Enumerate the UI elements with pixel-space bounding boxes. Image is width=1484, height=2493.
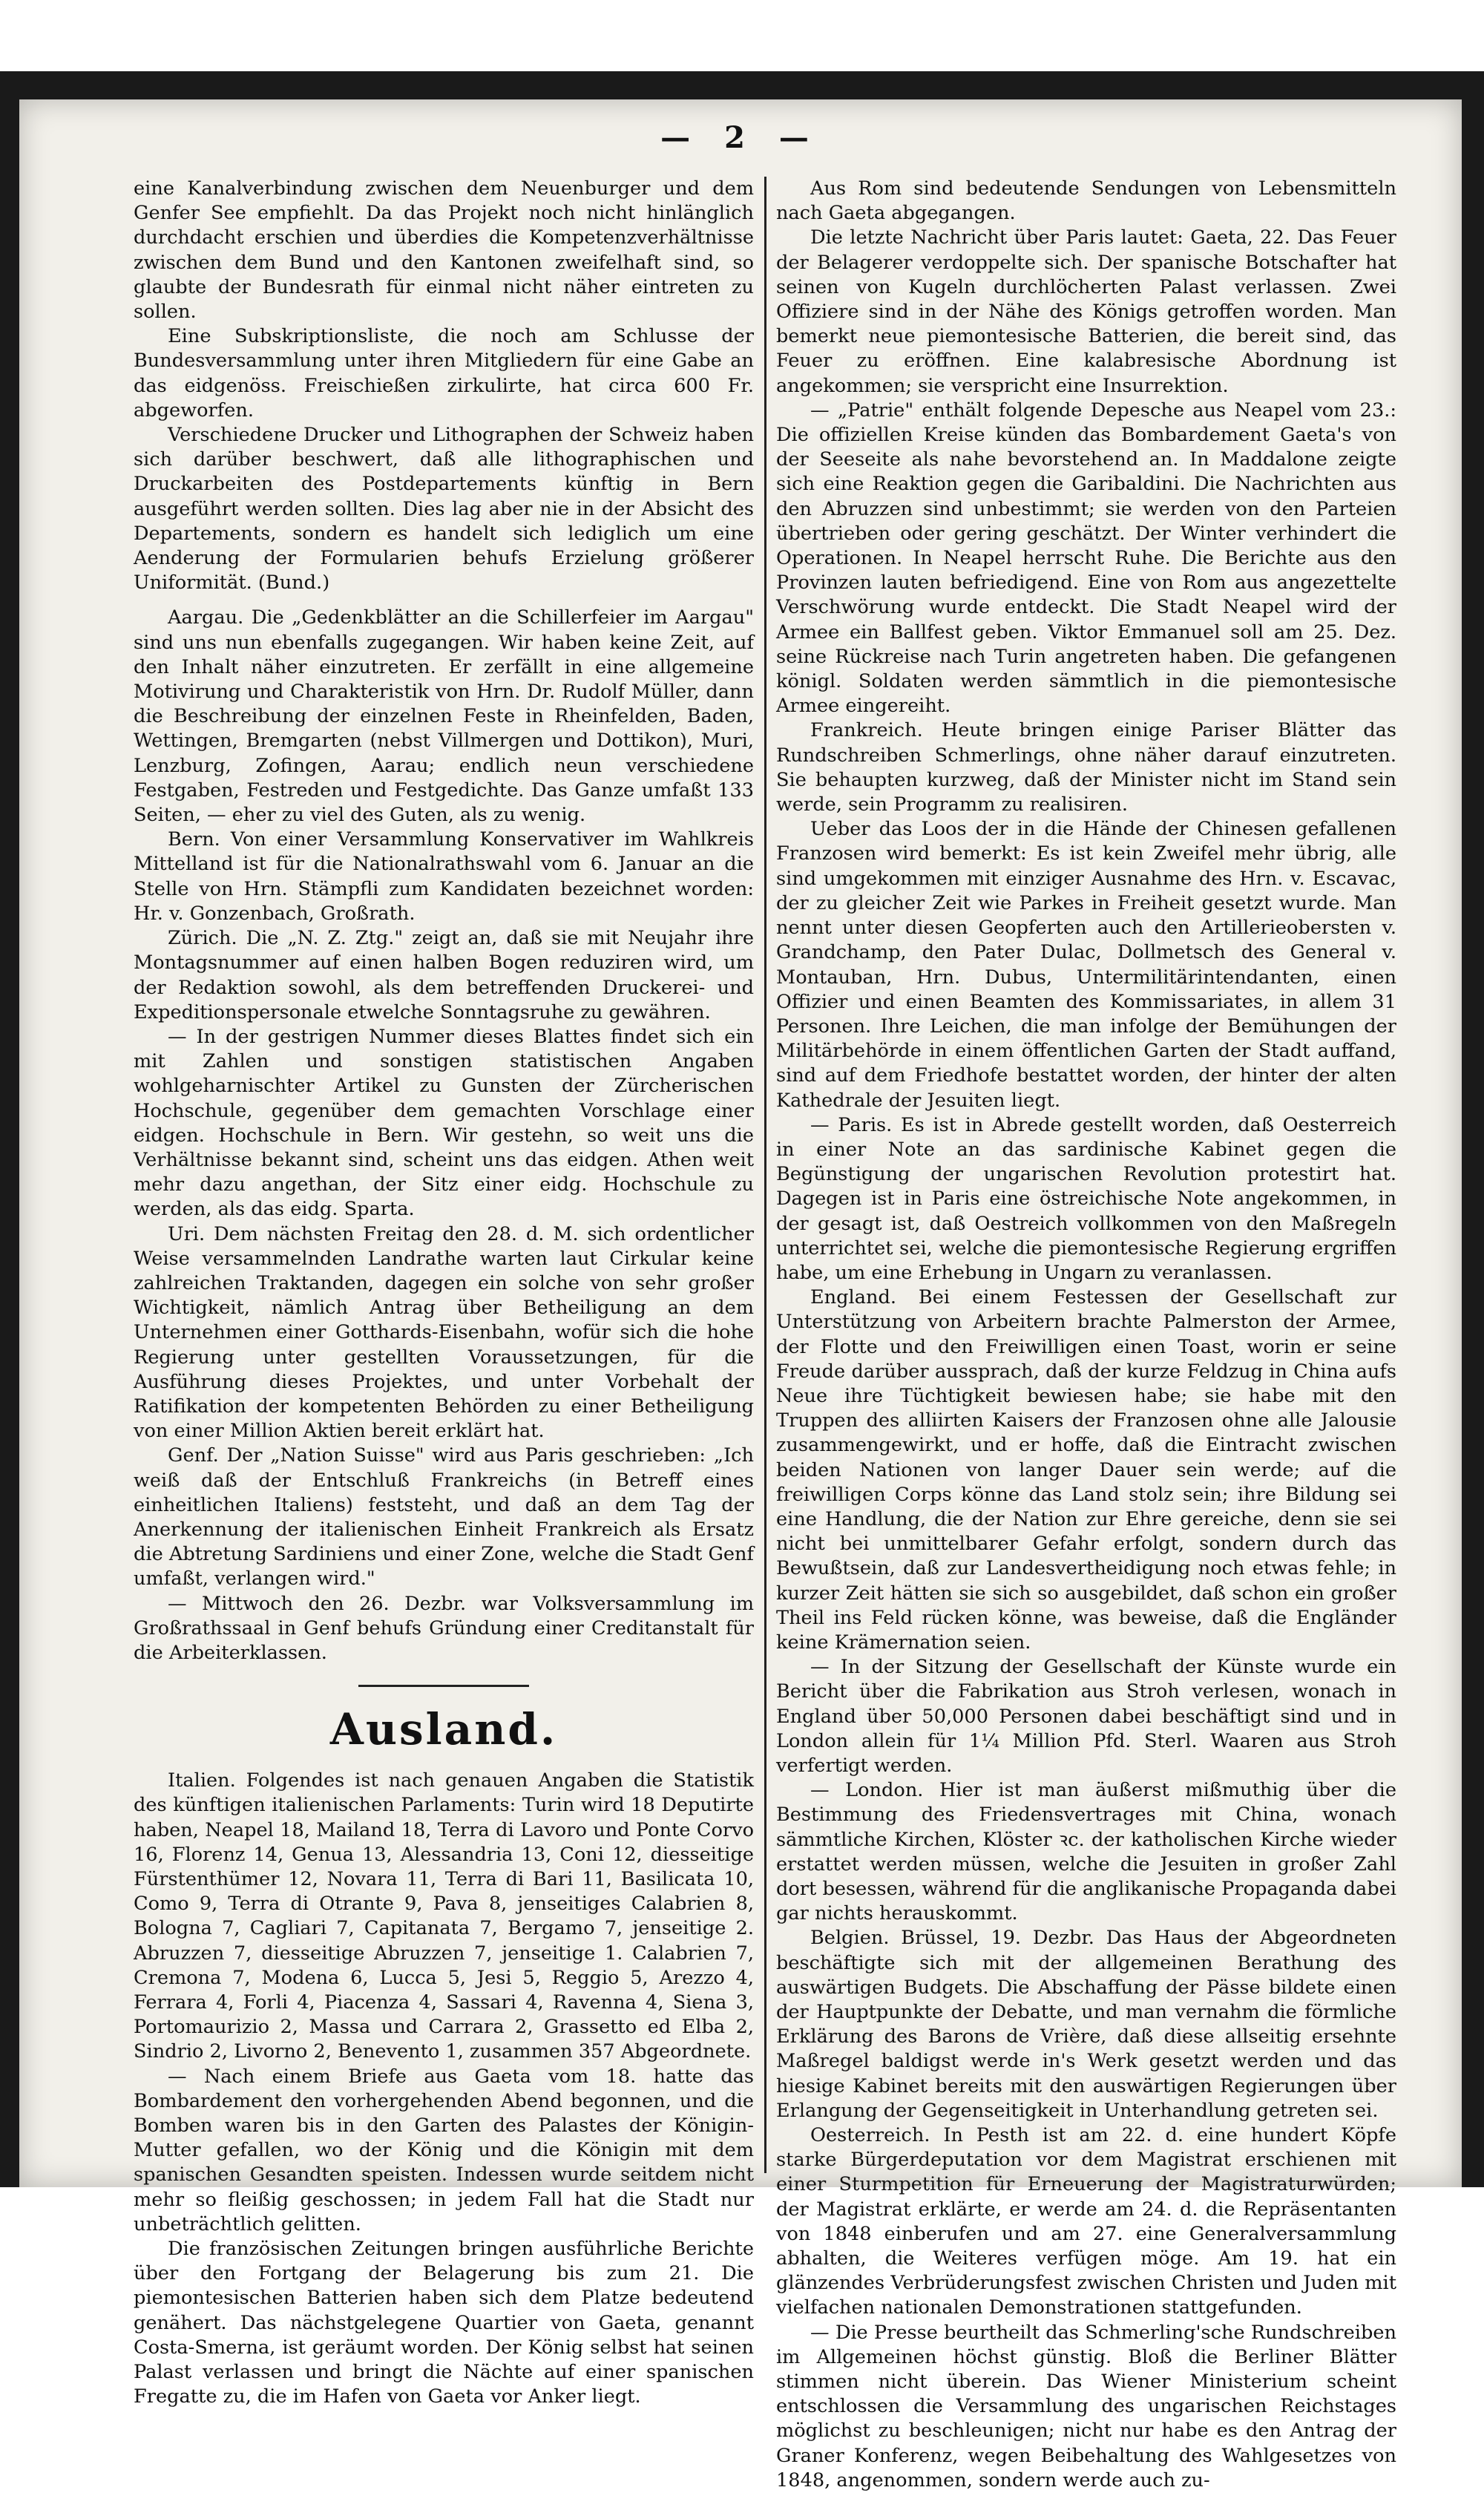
article-paragraph: Oesterreich. In Pesth ist am 22. d. eine hundert Köpfe starke Bürgerdeputation vor dem Magistrat erschienen mit einer Sturmpetition für Erneuerung der Magistraturwürden; der Magistrat erklärte, er werde am 24. d. die Repräsentanten von 1848 einberufen und am 27. eine Generalversammlung abhalten, die Weiteres verfügen möge. Am 19. hat ein glänzendes Verbrüderungsfest zwischen Christen und Juden mit vielfachen nationalen Demonstrationen stattgefunden. — [776, 2124, 1396, 2319]
article-paragraph: — Paris. Es ist in Abrede gestellt worden, daß Oesterreich in einer Note an das sardinische Kabinet gegen die Begünstigung der ungarischen Revolution protestirt hat. Dagegen ist in Paris eine östreichische Note angekommen, in der gesagt ist, daß Oestreich vollkommen von den Maßregeln unterrichtet sei, welche die piemontesische Regierung ergriffen habe, um eine Erhebung in Ungarn zu veranlassen. — [776, 1113, 1396, 1284]
article-paragraph: Die letzte Nachricht über Paris lautet: Gaeta, 22. Das Feuer der Belagerer verdoppelte sich. Der spanische Botschafter hat seinen von Kugeln durchlöcherten Palast verlassen. Zwei Offiziere sind in der Nähe des Königs getroffen worden. Man bemerkt neue piemontesische Batterien, die bereit sind, das Feuer zu eröffnen. Eine kalabresische Abordnung ist angekommen; sie verspricht eine Insurrektion. — [776, 226, 1396, 397]
article-paragraph: — „Patrie" enthält folgende Depesche aus Neapel vom 23.: Die offiziellen Kreise künden das Bombardement Gaeta's von der Seeseite als nahe bevorstehend an. In Maddalone zeigte sich eine Reaktion gegen die Garibaldini. Die Nachrichten aus den Abruzzen sind unbestimmt; sie werden von den Parteien übertrieben oder gering geschätzt. Der Winter verhindert die Operationen. In Neapel herrscht Ruhe. Die Berichte aus den Provinzen lauten befriedigend. Eine von Rom aus angezettelte Verschwörung wurde entdeckt. Die Stadt Neapel wird der Armee ein Ballfest geben. Viktor Emmanuel soll am 25. Dez. seine Rückreise nach Turin angetreten haben. Die gefangenen königl. Soldaten werden sämmtlich in die piemontesische Armee eingereiht. — [776, 399, 1396, 718]
article-paragraph: — Mittwoch den 26. Dezbr. war Volksversammlung im Großrathssaal in Genf behufs Gründung einer Creditanstalt für die Arbeiterklassen. — [134, 1592, 754, 1664]
article-paragraph: — London. Hier ist man äußerst mißmuthig über die Bestimmung des Friedensvertrages mit China, wonach sämmtliche Kirchen, Klöster ꝛc. der katholischen Kirche wieder erstattet werden müssen, welche die Jesuiten in großer Zahl dort besessen, während für die anglikanische Propaganda dabei gar nichts herauskommt. — [776, 1779, 1396, 1925]
column-divider — [764, 177, 766, 2173]
article-paragraph: Die französischen Zeitungen bringen ausführliche Berichte über den Fortgang der Belagerung bis zum 21. Die piemontesischen Batterien haben sich dem Platze bedeutend genähert. Das nächstgelegene Quartier von Gaeta, genannt Costa-Smerna, ist geräumt worden. Der König selbst hat seinen Palast verlassen und bringt die Nächte auf einer spanischen Fregatte zu, die im Hafen von Gaeta vor Anker liegt. — [134, 2238, 754, 2408]
section-heading: Ausland. — [329, 1704, 558, 1755]
article-paragraph: Verschiedene Drucker und Lithographen der Schweiz haben sich darüber beschwert, daß alle lithographischen und Druckarbeiten des Postdepartements künftig in Bern ausgeführt werden sollten. Dies lag aber nie in der Absicht des Departements, sondern es handelt sich lediglich um eine Aenderung der Formularien behufs Erzielung größerer Uniformität. (Bund.) — [134, 424, 754, 594]
article-paragraph: — Die Presse beurtheilt das Schmerling'sche Rundschreiben im Allgemeinen höchst günstig. Bloß die Berliner Blätter stimmen nicht überein. Das Wiener Ministerium scheint entschlossen die Versammlung des ungarischen Reichstages möglichst zu beschleunigen; nicht nur habe es den Antrag der Graner Konferenz, wegen Beibehaltung des Wahlgesetzes von 1848, angenommen, sondern werde auch zu- — [776, 2321, 1396, 2492]
article-paragraph: eine Kanalverbindung zwischen dem Neuenburger und dem Genfer See empfiehlt. Da das Projekt noch nicht hinlänglich durchdacht erschien und überdies die Kompetenzverhältnisse zwischen dem Bund und den Kantonen zweifelhaft sind, so glaubte der Bundesrath für einmal nicht näher eintreten zu sollen. — [134, 177, 754, 324]
article-paragraph: Frankreich. Heute bringen einige Pariser Blätter das Rundschreiben Schmerlings, ohne näher darauf einzutreten. Sie behaupten kurzweg, daß der Minister nicht im Stand sein werde, sein Programm zu realisiren. — [776, 719, 1396, 816]
article-paragraph: Ueber das Loos der in die Hände der Chinesen gefallenen Franzosen wird bemerkt: Es ist kein Zweifel mehr übrig, alle sind umgekommen mit einziger Ausnahme des Hrn. v. Escavac, der zu gleicher Zeit wie Parkes in Freiheit gesetzt wurde. Man nennt unter diesen Geopferten auch den Artillerieobersten v. Grandchamp, den Pater Dulac, Dollmetsch des General v. Montauban, Hrn. Dubus, Untermilitärintendanten, einen Offizier und einen Beamten des Kommissariates, in allem 31 Personen. Ihre Leichen, die man infolge der Bemühungen der Militärbehörde in einem öffentlichen Garten der Stadt auffand, sind auf dem Friedhofe bestattet worden, der hinter der alten Kathedrale der Jesuiten liegt. — [776, 818, 1396, 1112]
article-paragraph: Aargau. Die „Gedenkblätter an die Schillerfeier im Aargau" sind uns nun ebenfalls zugegangen. Wir haben keine Zeit, auf den Inhalt näher einzutreten. Er zerfällt in eine allgemeine Motivirung und Charakteristik von Hrn. Dr. Rudolf Müller, dann die Beschreibung der einzelnen Feste in Rheinfelden, Baden, Wettingen, Bremgarten (nebst Villmergen und Dottikon), Muri, Lenzburg, Zofingen, Aarau; endlich neun verschiedene Festgaben, Festreden und Festgedichte. Das Ganze umfaßt 133 Seiten, — eher zu viel des Guten, als zu wenig. — [134, 606, 754, 827]
article-paragraph: — In der gestrigen Nummer dieses Blattes findet sich ein mit Zahlen und sonstigen statistischen Angaben wohlgeharnischter Artikel zu Gunsten der Zürcherischen Hochschule, gegenüber dem gemachten Vorschlage einer eidgen. Hochschule in Bern. Wir gestehn, so weit uns die Verhältnisse bekannt sind, scheint uns das eidgen. Athen weit mehr dazu angethan, der Sitz einer eidg. Hochschule zu werden, als das eidg. Sparta. — [134, 1025, 754, 1221]
article-paragraph: Bern. Von einer Versammlung Konservativer im Wahlkreis Mittelland ist für die Nationalrathswahl vom 6. Januar an die Stelle von Hrn. Stämpfli zum Kandidaten bezeichnet worden: Hr. v. Gonzenbach, Großrath. — [134, 828, 754, 925]
left-column — [134, 177, 754, 2409]
article-paragraph: Zürich. Die „N. Z. Ztg." zeigt an, daß sie mit Neujahr ihre Montagsnummer auf einen halben Bogen reduziren wird, um der Redaktion sowohl, als dem betreffenden Druckerei- und Expeditionspersonale etwelche Sonntagsruhe zu gewähren. — [134, 927, 754, 1023]
article-paragraph: Eine Subskriptionsliste, die noch am Schlusse der Bundesversammlung unter ihren Mitgliedern für eine Gabe an das eidgenöss. Freischießen zirkulirte, hat circa 600 Fr. abgeworfen. — [134, 325, 754, 422]
scan-border — [0, 71, 1484, 2492]
article-paragraph: England. Bei einem Festessen der Gesellschaft zur Unterstützung von Arbeitern brachte Palmerston der Armee, der Flotte und den Freiwilligen einen Toast, worin er seine Freude darüber aussprach, daß der kurze Feldzug in China aufs Neue ihre Tüchtigkeit bewiesen habe; sie habe mit den Truppen des alliirten Kaisers der Franzosen ohne alle Jalousie zusammengewirkt, und er hoffe, daß die Eintracht zwischen beiden Nationen von langer Dauer sein werde; auf die freiwilligen Corps könne das Land stolz sein; ihre Bildung sei eine Handlung, die der Nation zur Ehre gereiche, denn sie sei nicht bei unmittelbarer Gefahr erfolgt, sondern durch das Bewußtsein, daß zur Landesvertheidigung noch etwas fehle; in kurzer Zeit hätten sie sich so ausgebildet, daß schon ein großer Theil ins Feld rücken könne, was beweise, daß die Engländer keine Krämernation seien. — [776, 1286, 1396, 1654]
section-divider — [358, 1685, 529, 1687]
article-paragraph: — Nach einem Briefe aus Gaeta vom 18. hatte das Bombardement den vorhergehenden Abend begonnen, und die Bomben waren bis in den Garten des Palastes der Königin-Mutter gefallen, wo der König und die Königin mit dem spanischen Gesandten speisten. Indessen wurde seitdem nicht mehr so fleißig geschossen; in jedem Fall hat die Stadt nur unbeträchtlich gelitten. — [134, 2065, 754, 2235]
article-paragraph: Italien. Folgendes ist nach genauen Angaben die Statistik des künftigen italienischen Parlaments: Turin wird 18 Deputirte haben, Neapel 18, Mailand 18, Terra di Lavoro und Ponte Corvo 16, Florenz 14, Genua 13, Alessandria 13, Coni 12, diesseitige Fürstenthümer 12, Novara 11, Terra di Bari 11, Basilicata 10, Como 9, Terra di Otrante 9, Pava 8, jenseitiges Calabrien 8, Bologna 7, Cagliari 7, Capitanata 7, Bergamo 7, jenseitige 2. Abruzzen 7, diesseitige Abruzzen 7, jenseitige 1. Calabrien 7, Cremona 7, Modena 6, Lucca 5, Jesi 5, Reggio 5, Arezzo 4, Ferrara 4, Forli 4, Piacenza 4, Sassari 4, Ravenna 4, Siena 3, Portomaurizio 2, Massa und Carrara 2, Grassetto ed Elba 2, Sindrio 2, Livorno 2, Benevento 1, zusammen 357 Abgeordnete. — [134, 1769, 754, 2063]
page-number: — 2 — — [660, 120, 821, 155]
right-column — [776, 177, 1396, 2493]
article-paragraph: Belgien. Brüssel, 19. Dezbr. Das Haus der Abgeordneten beschäftigte sich mit der allgemeinen Berathung des auswärtigen Budgets. Die Abschaffung der Pässe bildete einen der Hauptpunkte der Debatte, und man vernahm die förmliche Erklärung des Barons de Vrière, daß diese allseitig ersehnte Maßregel baldigst werde in's Werk gesetzt werden und das hiesige Kabinet bereits mit den auswärtigen Regierungen über Erlangung der Gegenseitigkeit in Unterhandlung getreten sei. — [776, 1927, 1396, 2122]
article-paragraph: Genf. Der „Nation Suisse" wird aus Paris geschrieben: „Ich weiß daß der Entschluß Frankreichs (in Betreff eines einheitlichen Italiens) feststeht, und daß an dem Tag der Anerkennung der italienischen Einheit Frankreich als Ersatz die Abtretung Sardiniens und einer Zone, welche die Stadt Genf umfaßt, verlangen wird." — [134, 1444, 754, 1591]
article-paragraph: Uri. Dem nächsten Freitag den 28. d. M. sich ordentlicher Weise versammelnden Landrathe warten laut Cirkular keine zahlreichen Traktanden, dagegen ein solche von sehr großer Wichtigkeit, nämlich Antrag über Betheiligung an dem Unternehmen einer Gotthards-Eisenbahn, wofür sich die hohe Regierung unter gestellten Voraussetzungen, für die Ausführung dieses Projektes, und unter Vorbehalt der Ratifikation der kompetenten Behörden zu einer Betheiligung von einer Million Aktien bereit erklärt hat. — [134, 1222, 754, 1443]
article-paragraph: — In der Sitzung der Gesellschaft der Künste wurde ein Bericht über die Fabrikation aus Stroh verlesen, wonach in England über 50,000 Personen dabei beschäftigt sind und in London allein für 1¼ Million Pfd. Sterl. Waaren aus Stroh verfertigt werden. — [776, 1656, 1396, 1777]
article-paragraph: Aus Rom sind bedeutende Sendungen von Lebensmitteln nach Gaeta abgegangen. — [776, 177, 1396, 225]
newspaper-page — [19, 99, 1462, 2492]
